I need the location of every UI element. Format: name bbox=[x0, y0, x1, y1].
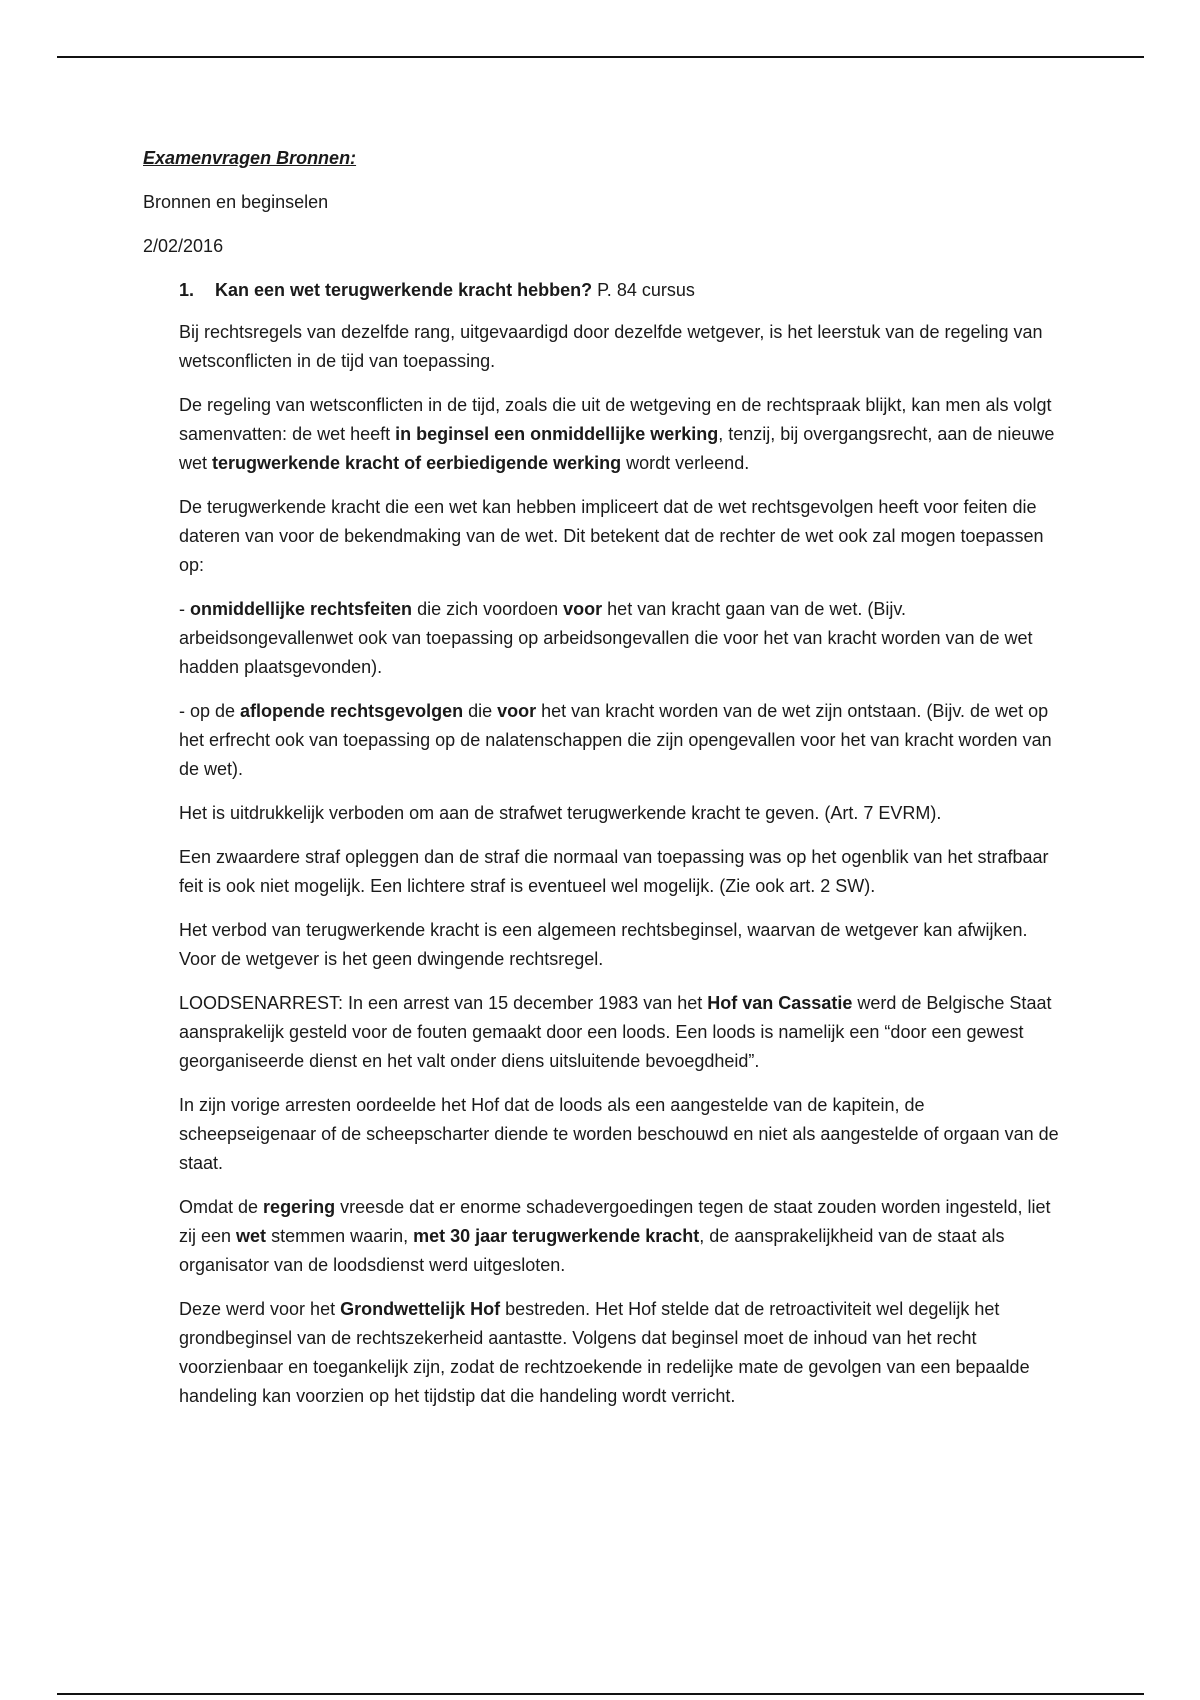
bold-span: onmiddellijke rechtsfeiten bbox=[190, 599, 413, 619]
text-span: wordt verleend. bbox=[621, 453, 750, 473]
text-span: Deze werd voor het bbox=[179, 1299, 341, 1319]
answer-body bbox=[179, 318, 1059, 1411]
paragraph-5 bbox=[179, 697, 1059, 784]
question-text: Kan een wet terugwerkende kracht hebben? bbox=[215, 280, 593, 300]
paragraph-1: Bij rechtsregels van dezelfde rang, uitgevaardigd door dezelfde wetgever, is het leerstuk van de regeling van wetsconflicten in de tijd van toepassing. bbox=[179, 322, 1043, 371]
text-span: , tenzij, bij overgangsrecht, aan de nieuwe wet bbox=[179, 424, 1055, 473]
header-rule bbox=[57, 56, 1144, 58]
bold-span: voor bbox=[497, 701, 537, 721]
text-span: werd de Belgische Staat aansprakelijk gesteld voor de fouten gemaakt door een loods. Een loods is namelijk een “door een gewest georganiseerde dienst en het valt onder diens uitsluitende bevoegdheid”. bbox=[179, 993, 1052, 1071]
question-heading bbox=[179, 276, 1063, 305]
paragraph-6: Het is uitdrukkelijk verboden om aan de strafwet terugwerkende kracht te geven. (Art. 7 EVRM). bbox=[179, 803, 942, 823]
bold-span: in beginsel een onmiddellijke werking bbox=[395, 424, 719, 444]
text-span: vreesde dat er enorme schadevergoedingen tegen de staat zouden worden ingesteld, liet zij een bbox=[179, 1197, 1051, 1246]
text-span: Omdat de bbox=[179, 1197, 264, 1217]
text-span: bestreden. Het Hof stelde dat de retroactiviteit wel degelijk het grondbeginsel van de rechtszekerheid aantastte. Volgens dat beginsel moet de inhoud van het recht voorzienbaar en toegankelijk zijn, zodat de rechtzoekende in redelijke mate de gevolgen van een bepaalde handeling kan voorzien op het tijdstip dat die handeling wordt verricht. bbox=[179, 1299, 1030, 1406]
text-span: stemmen waarin, bbox=[266, 1226, 414, 1246]
paragraph-4 bbox=[179, 595, 1059, 682]
document-subtitle: Bronnen en beginselen bbox=[143, 192, 329, 212]
text-span: De regeling van wetsconflicten in de tijd, zoals die uit de wetgeving en de rechtspraak blijkt, kan men als volgt samenvatten: de wet heeft bbox=[179, 395, 1052, 444]
paragraph-9 bbox=[179, 989, 1059, 1076]
text-span: , de aansprakelijkheid van de staat als organisator van de loodsdienst werd uitgesloten. bbox=[179, 1226, 1005, 1275]
document-body bbox=[143, 144, 1063, 1426]
bold-span: Hof van Cassatie bbox=[707, 993, 853, 1013]
text-span: die bbox=[463, 701, 498, 721]
text-span: - bbox=[179, 599, 190, 619]
bold-span: regering bbox=[263, 1197, 336, 1217]
footer-rule bbox=[57, 1693, 1144, 1695]
question-reference: P. 84 cursus bbox=[597, 280, 695, 300]
paragraph-3: De terugwerkende kracht die een wet kan hebben impliceert dat de wet rechtsgevolgen heeft voor feiten die dateren van voor de bekendmaking van de wet. Dit betekent dat de rechter de wet ook zal mogen toepassen op: bbox=[179, 497, 1044, 575]
paragraph-2 bbox=[179, 391, 1059, 478]
question-number: 1. bbox=[179, 280, 195, 300]
paragraph-8: Het verbod van terugwerkende kracht is een algemeen rechtsbeginsel, waarvan de wetgever kan afwijken. Voor de wetgever is het geen dwingende rechtsregel. bbox=[179, 920, 1028, 969]
bold-span: aflopende rechtsgevolgen bbox=[240, 701, 464, 721]
text-span: het van kracht worden van de wet zijn ontstaan. (Bijv. de wet op het erfrecht ook van toepassing op de nalatenschappen die zijn opengevallen voor het van kracht worden van de wet). bbox=[179, 701, 1052, 779]
bold-span: voor bbox=[563, 599, 603, 619]
paragraph-12 bbox=[179, 1295, 1059, 1411]
document-title: Examenvragen Bronnen: bbox=[143, 148, 357, 168]
bold-span: terugwerkende kracht of eerbiedigende werking bbox=[212, 453, 622, 473]
bold-span: wet bbox=[236, 1226, 267, 1246]
text-span: die zich voordoen bbox=[412, 599, 564, 619]
paragraph-7: Een zwaardere straf opleggen dan de straf die normaal van toepassing was op het ogenblik van het strafbaar feit is ook niet mogelijk. Een lichtere straf is eventueel wel mogelijk. (Zie ook art. 2 SW). bbox=[179, 847, 1049, 896]
paragraph-11 bbox=[179, 1193, 1059, 1280]
document-date: 2/02/2016 bbox=[143, 236, 224, 256]
paragraph-10: In zijn vorige arresten oordeelde het Hof dat de loods als een aangestelde van de kapitein, de scheepseigenaar of de scheepscharter diende te worden beschouwd en niet als aangestelde of orgaan van de staat. bbox=[179, 1095, 1059, 1173]
text-span: - op de bbox=[179, 701, 241, 721]
bold-span: Grondwettelijk Hof bbox=[340, 1299, 501, 1319]
bold-span: met 30 jaar terugwerkende kracht bbox=[413, 1226, 700, 1246]
text-span: LOODSENARREST: In een arrest van 15 december 1983 van het bbox=[179, 993, 708, 1013]
text-span: het van kracht gaan van de wet. (Bijv. arbeidsongevallenwet ook van toepassing op arbeidsongevallen die voor het van kracht worden van de wet hadden plaatsgevonden). bbox=[179, 599, 1033, 677]
